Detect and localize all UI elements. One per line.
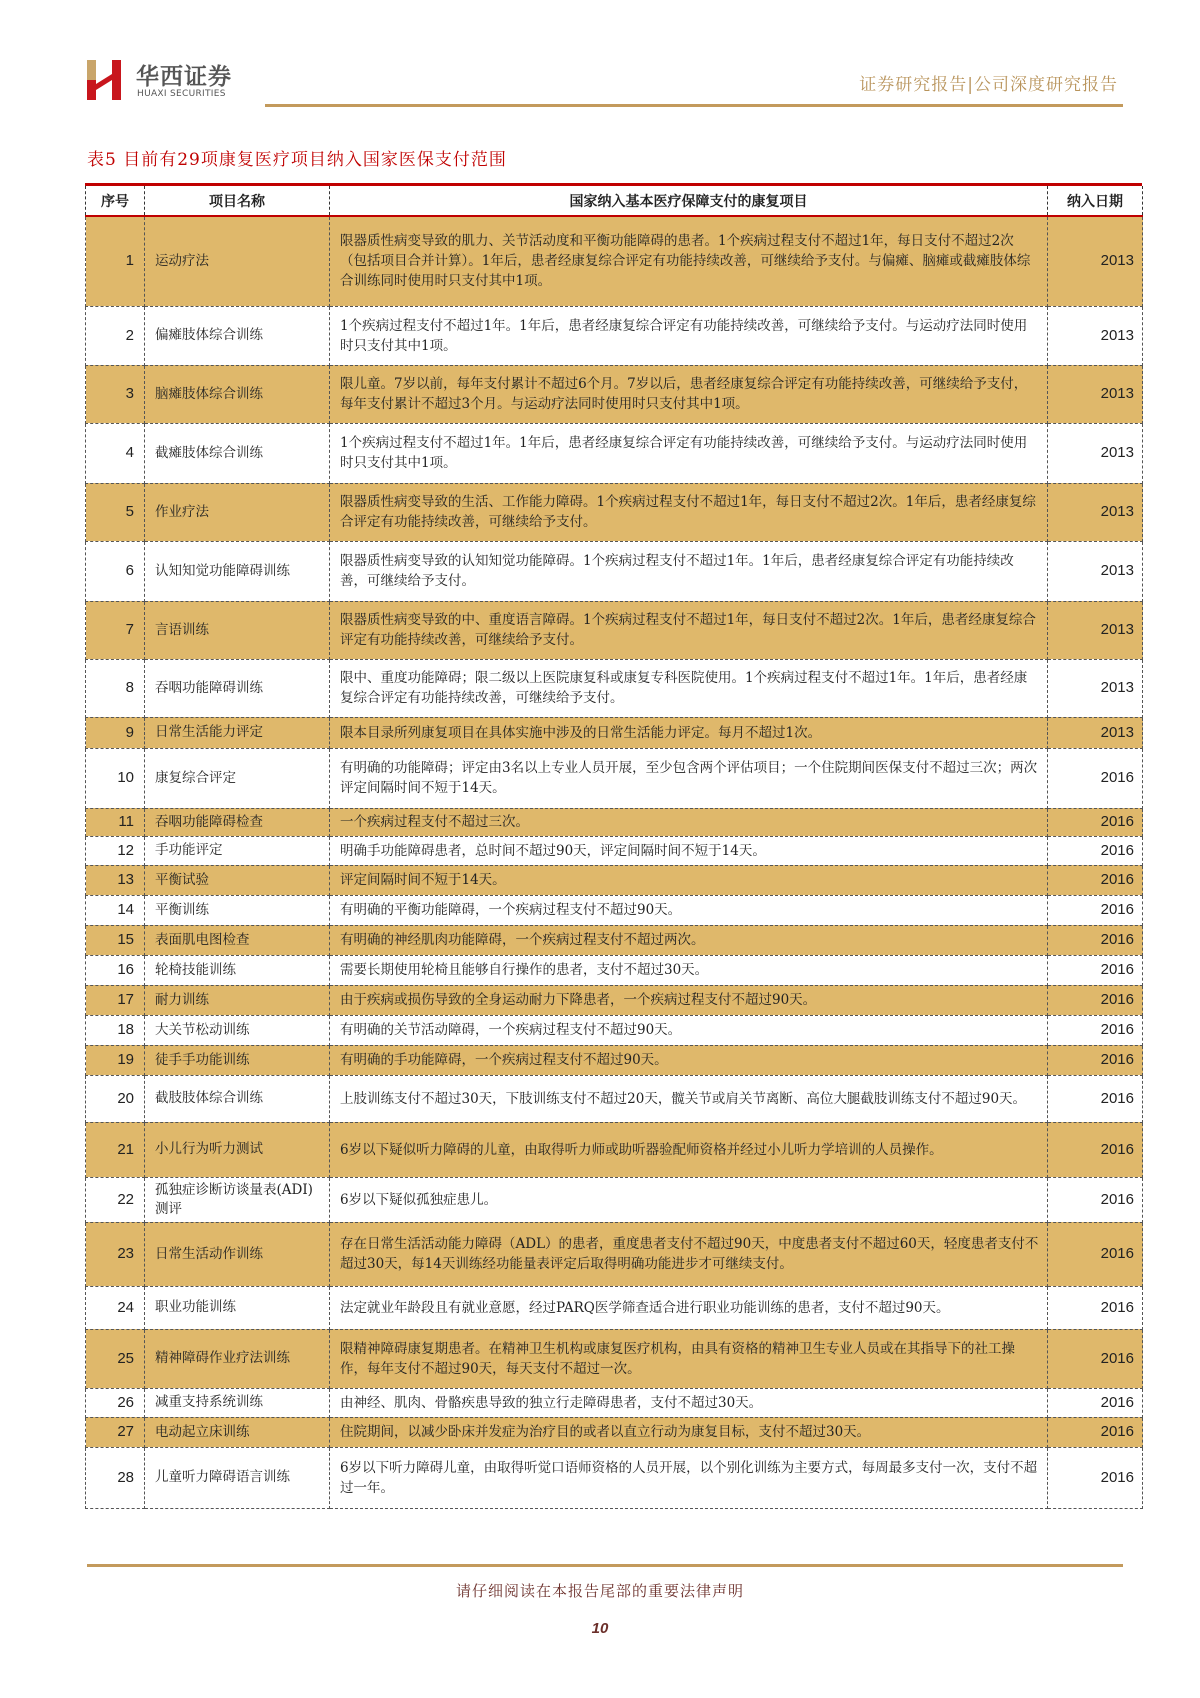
cell-date: 2016 <box>1048 955 1143 985</box>
cell-item-name: 日常生活能力评定 <box>145 717 330 748</box>
cell-seq: 21 <box>86 1122 145 1177</box>
cell-description: 法定就业年龄段且有就业意愿，经过PARQ医学筛查适合进行职业功能训练的患者，支付不超过90天。 <box>330 1286 1048 1329</box>
brand-name-cn: 华西证券 <box>136 63 232 90</box>
cell-description: 6岁以下疑似孤独症患儿。 <box>330 1177 1048 1222</box>
cell-description: 1个疾病过程支付不超过1年。1年后，患者经康复综合评定有功能持续改善，可继续给予支付。与运动疗法同时使用时只支付其中1项。 <box>330 423 1048 483</box>
cell-item-name: 认知知觉功能障碍训练 <box>145 541 330 601</box>
cell-date: 2016 <box>1048 1177 1143 1222</box>
cell-item-name: 偏瘫肢体综合训练 <box>145 306 330 365</box>
cell-seq: 27 <box>86 1417 145 1447</box>
cell-seq: 17 <box>86 985 145 1015</box>
cell-seq: 20 <box>86 1075 145 1122</box>
column-header-date: 纳入日期 <box>1048 186 1143 216</box>
brand-name-en: HUAXI SECURITIES <box>137 89 226 99</box>
cell-description: 限精神障碍康复期患者。在精神卫生机构或康复医疗机构，由具有资格的精神卫生专业人员或在其指导下的社工操作，每年支付不超过90天，每天支付不超过一次。 <box>330 1329 1048 1388</box>
cell-item-name: 平衡训练 <box>145 895 330 925</box>
cell-seq: 28 <box>86 1447 145 1508</box>
cell-date: 2016 <box>1048 1075 1143 1122</box>
cell-item-name: 孤独症诊断访谈量表(ADI)测评 <box>145 1177 330 1222</box>
table-row <box>86 1045 1143 1075</box>
table-row <box>86 216 1143 306</box>
table-row <box>86 1417 1143 1447</box>
table-row <box>86 836 1143 865</box>
column-header-seq: 序号 <box>86 186 145 216</box>
huaxi-logo-icon <box>87 60 123 100</box>
cell-date: 2016 <box>1048 1286 1143 1329</box>
cell-date: 2016 <box>1048 836 1143 865</box>
column-header-name: 项目名称 <box>145 186 330 216</box>
legal-disclaimer: 请仔细阅读在本报告尾部的重要法律声明 <box>455 1582 744 1600</box>
table-row <box>86 748 1143 808</box>
cell-date: 2013 <box>1048 423 1143 483</box>
table-row <box>86 1329 1143 1388</box>
table-row <box>86 895 1143 925</box>
table-row <box>86 1388 1143 1417</box>
cell-description: 一个疾病过程支付不超过三次。 <box>330 808 1048 836</box>
cell-item-name: 平衡试验 <box>145 865 330 895</box>
cell-description: 6岁以下疑似听力障碍的儿童，由取得听力师或助听器验配师资格并经过小儿听力学培训的人员操作。 <box>330 1122 1048 1177</box>
cell-description: 上肢训练支付不超过30天，下肢训练支付不超过20天，髋关节或肩关节离断、高位大腿截肢训练支付不超过90天。 <box>330 1075 1048 1122</box>
cell-description: 有明确的神经肌肉功能障碍，一个疾病过程支付不超过两次。 <box>330 925 1048 955</box>
cell-item-name: 表面肌电图检查 <box>145 925 330 955</box>
cell-description: 6岁以下听力障碍儿童，由取得听觉口语师资格的人员开展，以个别化训练为主要方式，每周最多支付一次，支付不超过一年。 <box>330 1447 1048 1508</box>
cell-item-name: 脑瘫肢体综合训练 <box>145 365 330 423</box>
cell-description: 限儿童。7岁以前，每年支付累计不超过6个月。7岁以后，患者经康复综合评定有功能持续改善，可继续给予支付，每年支付累计不超过3个月。与运动疗法同时使用时只支付其中1项。 <box>330 365 1048 423</box>
table-row <box>86 808 1143 836</box>
cell-item-name: 轮椅技能训练 <box>145 955 330 985</box>
cell-description: 存在日常生活活动能力障碍（ADL）的患者，重度患者支付不超过90天，中度患者支付不超过60天，轻度患者支付不超过30天，每14天训练经功能量表评定后取得明确功能进步才可继续支付。 <box>330 1222 1048 1286</box>
report-type: 证券研究报告|公司深度研究报告 <box>859 75 1118 95</box>
table-row <box>86 1075 1143 1122</box>
cell-item-name: 手功能评定 <box>145 836 330 865</box>
cell-item-name: 电动起立床训练 <box>145 1417 330 1447</box>
table-header-row <box>86 186 1143 216</box>
cell-seq: 15 <box>86 925 145 955</box>
cell-seq: 5 <box>86 483 145 541</box>
cell-date: 2013 <box>1048 306 1143 365</box>
cell-seq: 1 <box>86 216 145 306</box>
cell-item-name: 大关节松动训练 <box>145 1015 330 1045</box>
cell-date: 2013 <box>1048 717 1143 748</box>
cell-item-name: 减重支持系统训练 <box>145 1388 330 1417</box>
rehab-items-table <box>85 183 1142 1509</box>
cell-date: 2016 <box>1048 748 1143 808</box>
cell-item-name: 言语训练 <box>145 601 330 659</box>
cell-seq: 9 <box>86 717 145 748</box>
cell-description: 限器质性病变导致的认知知觉功能障碍。1个疾病过程支付不超过1年。1年后，患者经康复综合评定有功能持续改善，可继续给予支付。 <box>330 541 1048 601</box>
cell-seq: 11 <box>86 808 145 836</box>
table-row <box>86 483 1143 541</box>
cell-date: 2016 <box>1048 1045 1143 1075</box>
cell-seq: 13 <box>86 865 145 895</box>
cell-description: 限器质性病变导致的中、重度语言障碍。1个疾病过程支付不超过1年，每日支付不超过2次。1年后，患者经康复综合评定有功能持续改善，可继续给予支付。 <box>330 601 1048 659</box>
cell-date: 2013 <box>1048 659 1143 717</box>
cell-date: 2013 <box>1048 365 1143 423</box>
cell-seq: 8 <box>86 659 145 717</box>
cell-seq: 4 <box>86 423 145 483</box>
cell-seq: 26 <box>86 1388 145 1417</box>
cell-date: 2013 <box>1048 541 1143 601</box>
cell-description: 有明确的关节活动障碍，一个疾病过程支付不超过90天。 <box>330 1015 1048 1045</box>
cell-description: 限器质性病变导致的生活、工作能力障碍。1个疾病过程支付不超过1年，每日支付不超过2次。1年后，患者经康复综合评定有功能持续改善，可继续给予支付。 <box>330 483 1048 541</box>
table-row <box>86 601 1143 659</box>
cell-seq: 12 <box>86 836 145 865</box>
cell-seq: 16 <box>86 955 145 985</box>
cell-date: 2013 <box>1048 601 1143 659</box>
cell-seq: 10 <box>86 748 145 808</box>
cell-item-name: 吞咽功能障碍检查 <box>145 808 330 836</box>
cell-description: 明确手功能障碍患者，总时间不超过90天，评定间隔时间不短于14天。 <box>330 836 1048 865</box>
cell-seq: 3 <box>86 365 145 423</box>
cell-date: 2016 <box>1048 865 1143 895</box>
cell-item-name: 儿童听力障碍语言训练 <box>145 1447 330 1508</box>
cell-seq: 22 <box>86 1177 145 1222</box>
table-title: 表5 目前有29项康复医疗项目纳入国家医保支付范围 <box>87 150 507 170</box>
cell-item-name: 截瘫肢体综合训练 <box>145 423 330 483</box>
cell-item-name: 耐力训练 <box>145 985 330 1015</box>
cell-description: 由神经、肌肉、骨骼疾患导致的独立行走障碍患者，支付不超过30天。 <box>330 1388 1048 1417</box>
cell-date: 2016 <box>1048 1329 1143 1388</box>
table-row <box>86 1122 1143 1177</box>
cell-item-name: 吞咽功能障碍训练 <box>145 659 330 717</box>
table-row <box>86 659 1143 717</box>
cell-description: 住院期间，以减少卧床并发症为治疗目的或者以直立行动为康复目标，支付不超过30天。 <box>330 1417 1048 1447</box>
cell-description: 有明确的功能障碍；评定由3名以上专业人员开展，至少包含两个评估项目；一个住院期间医保支付不超过三次；两次评定间隔时间不短于14天。 <box>330 748 1048 808</box>
cell-date: 2016 <box>1048 1015 1143 1045</box>
cell-date: 2013 <box>1048 216 1143 306</box>
cell-date: 2016 <box>1048 1447 1143 1508</box>
page-number: 10 <box>591 1620 609 1637</box>
cell-description: 评定间隔时间不短于14天。 <box>330 865 1048 895</box>
cell-seq: 14 <box>86 895 145 925</box>
cell-description: 有明确的手功能障碍，一个疾病过程支付不超过90天。 <box>330 1045 1048 1075</box>
header-divider <box>265 104 1123 107</box>
table-row <box>86 423 1143 483</box>
column-header-description: 国家纳入基本医疗保障支付的康复项目 <box>330 186 1048 216</box>
cell-date: 2016 <box>1048 808 1143 836</box>
cell-date: 2016 <box>1048 895 1143 925</box>
cell-description: 限器质性病变导致的肌力、关节活动度和平衡功能障碍的患者。1个疾病过程支付不超过1年，每日支付不超过2次（包括项目合并计算）。1年后，患者经康复综合评定有功能持续改善，可继续给予支付。与偏瘫、脑瘫或截瘫肢体综合训练同时使用时只支付其中1项。 <box>330 216 1048 306</box>
cell-description: 限中、重度功能障碍；限二级以上医院康复科或康复专科医院使用。1个疾病过程支付不超过1年。1年后，患者经康复综合评定有功能持续改善，可继续给予支付。 <box>330 659 1048 717</box>
table-row <box>86 865 1143 895</box>
cell-seq: 24 <box>86 1286 145 1329</box>
table-row <box>86 925 1143 955</box>
cell-date: 2016 <box>1048 1417 1143 1447</box>
table-row <box>86 1177 1143 1222</box>
table-row <box>86 365 1143 423</box>
table-row <box>86 717 1143 748</box>
cell-date: 2016 <box>1048 925 1143 955</box>
cell-date: 2016 <box>1048 1222 1143 1286</box>
table-row <box>86 306 1143 365</box>
cell-description: 1个疾病过程支付不超过1年。1年后，患者经康复综合评定有功能持续改善，可继续给予支付。与运动疗法同时使用时只支付其中1项。 <box>330 306 1048 365</box>
table-row <box>86 541 1143 601</box>
cell-date: 2016 <box>1048 1388 1143 1417</box>
cell-date: 2016 <box>1048 985 1143 1015</box>
table-row <box>86 1222 1143 1286</box>
cell-description: 限本目录所列康复项目在具体实施中涉及的日常生活能力评定。每月不超过1次。 <box>330 717 1048 748</box>
table-row <box>86 955 1143 985</box>
cell-seq: 18 <box>86 1015 145 1045</box>
table-row <box>86 1286 1143 1329</box>
cell-description: 有明确的平衡功能障碍，一个疾病过程支付不超过90天。 <box>330 895 1048 925</box>
cell-item-name: 截肢肢体综合训练 <box>145 1075 330 1122</box>
cell-seq: 25 <box>86 1329 145 1388</box>
table-row <box>86 1015 1143 1045</box>
cell-date: 2013 <box>1048 483 1143 541</box>
cell-seq: 7 <box>86 601 145 659</box>
cell-item-name: 运动疗法 <box>145 216 330 306</box>
table-row <box>86 985 1143 1015</box>
cell-item-name: 康复综合评定 <box>145 748 330 808</box>
cell-description: 需要长期使用轮椅且能够自行操作的患者，支付不超过30天。 <box>330 955 1048 985</box>
cell-seq: 6 <box>86 541 145 601</box>
cell-item-name: 精神障碍作业疗法训练 <box>145 1329 330 1388</box>
cell-description: 由于疾病或损伤导致的全身运动耐力下降患者，一个疾病过程支付不超过90天。 <box>330 985 1048 1015</box>
cell-date: 2016 <box>1048 1122 1143 1177</box>
cell-item-name: 日常生活动作训练 <box>145 1222 330 1286</box>
cell-item-name: 小儿行为听力测试 <box>145 1122 330 1177</box>
cell-seq: 23 <box>86 1222 145 1286</box>
footer-divider <box>87 1564 1123 1567</box>
cell-seq: 2 <box>86 306 145 365</box>
cell-seq: 19 <box>86 1045 145 1075</box>
table-row <box>86 1447 1143 1508</box>
cell-item-name: 作业疗法 <box>145 483 330 541</box>
cell-item-name: 职业功能训练 <box>145 1286 330 1329</box>
cell-item-name: 徒手手功能训练 <box>145 1045 330 1075</box>
